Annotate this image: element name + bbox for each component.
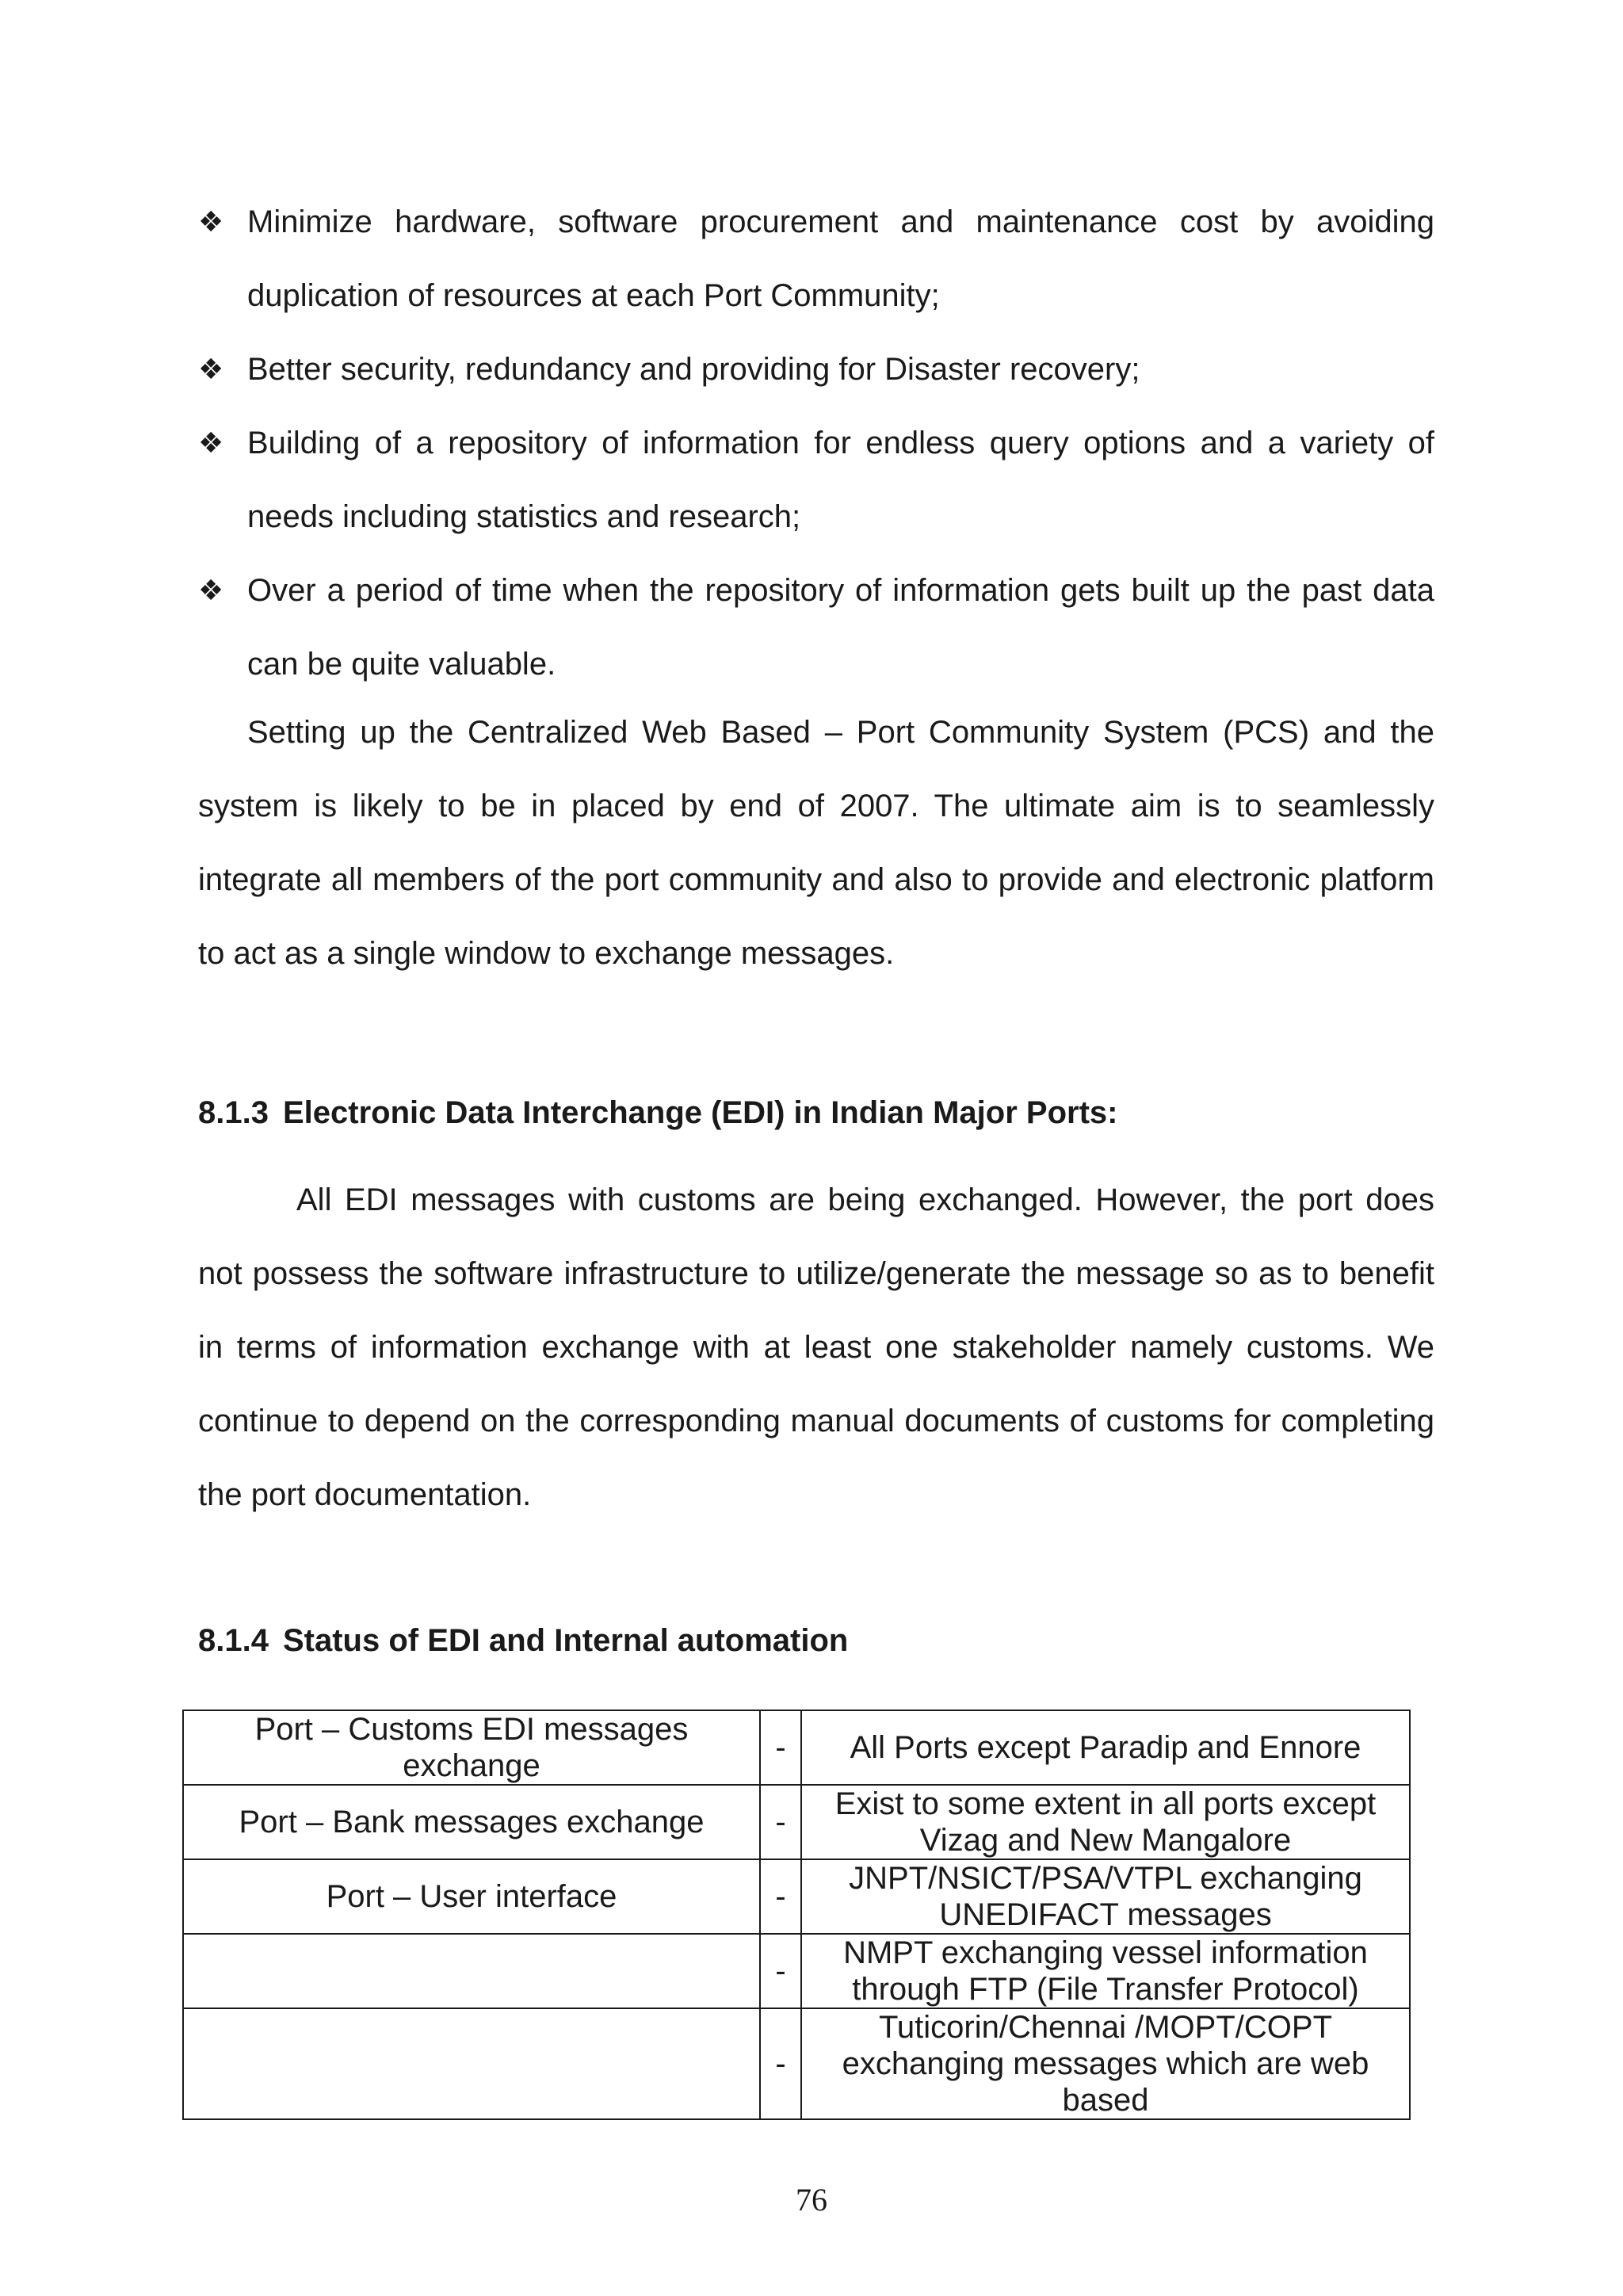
edi-paragraph: All EDI messages with customs are being exchanged. However, the port does not possess the software infrastructure to utilize/generate the message so as to benefit in terms of information exchange with at least one stakeholder namely customs. We continue to depend on the corresponding manual documents of customs for completing the port documentation.	[198, 1182, 1434, 1512]
bullet-text: Better security, redundancy and providing for Disaster recovery;	[247, 352, 1140, 387]
table-row	[183, 1785, 1410, 1859]
diamond-bullet-icon: ❖	[198, 353, 224, 386]
diamond-bullet-icon: ❖	[198, 427, 224, 460]
item-cell: Port – User interface	[183, 1859, 760, 1934]
bullet-item	[198, 333, 1434, 407]
bullet-item	[198, 185, 1434, 333]
item-cell	[183, 1934, 760, 2008]
bullet-item	[198, 407, 1434, 554]
status-cell: Tuticorin/Chennai /MOPT/COPT exchanging messages which are web based	[801, 2008, 1410, 2119]
bullet-text: Building of a repository of information for endless query options and a variety of needs including statistics and research;	[247, 426, 1434, 534]
separator-cell: -	[760, 1785, 801, 1859]
separator-cell: -	[760, 1934, 801, 2008]
item-cell	[183, 2008, 760, 2119]
diamond-bullet-icon: ❖	[198, 575, 224, 607]
status-cell: JNPT/NSICT/PSA/VTPL exchanging UNEDIFACT messages	[801, 1859, 1410, 1934]
section-title: Status of EDI and Internal automation	[282, 1623, 849, 1658]
separator-cell: -	[760, 2008, 801, 2119]
table-row	[183, 1710, 1410, 1785]
diamond-bullet-icon: ❖	[198, 206, 224, 239]
table-row	[183, 1859, 1410, 1934]
benefits-bullet-list	[198, 185, 1434, 701]
page-number: 76	[796, 2182, 827, 2218]
bullet-text: Minimize hardware, software procurement and maintenance cost by avoiding duplication of resources at each Port Community;	[247, 204, 1434, 313]
item-cell: Port – Customs EDI messages exchange	[183, 1710, 760, 1785]
pcs-paragraph: Setting up the Centralized Web Based – Port Community System (PCS) and the system is likely to be in placed by end of 2007. The ultimate aim is to seamlessly integrate all members of the port community and also to provide and electronic platform to act as a single window to exchange messages.	[198, 715, 1434, 971]
separator-cell: -	[760, 1710, 801, 1785]
bullet-item	[198, 554, 1434, 701]
table-row	[183, 2008, 1410, 2119]
edi-status-table	[182, 1710, 1411, 2120]
separator-cell: -	[760, 1859, 801, 1934]
status-cell: Exist to some extent in all ports except Vizag and New Mangalore	[801, 1785, 1410, 1859]
section-heading-8-1-3	[198, 1089, 1117, 1137]
table-row	[183, 1934, 1410, 2008]
section-number: 8.1.3	[198, 1095, 269, 1130]
section-number: 8.1.4	[198, 1623, 269, 1658]
section-title: Electronic Data Interchange (EDI) in Indian Major Ports:	[282, 1095, 1118, 1130]
section-heading-8-1-4	[198, 1617, 848, 1664]
status-cell: All Ports except Paradip and Ennore	[801, 1710, 1410, 1785]
status-cell: NMPT exchanging vessel information through FTP (File Transfer Protocol)	[801, 1934, 1410, 2008]
item-cell: Port – Bank messages exchange	[183, 1785, 760, 1859]
bullet-text: Over a period of time when the repository of information gets built up the past data can be quite valuable.	[247, 573, 1434, 682]
